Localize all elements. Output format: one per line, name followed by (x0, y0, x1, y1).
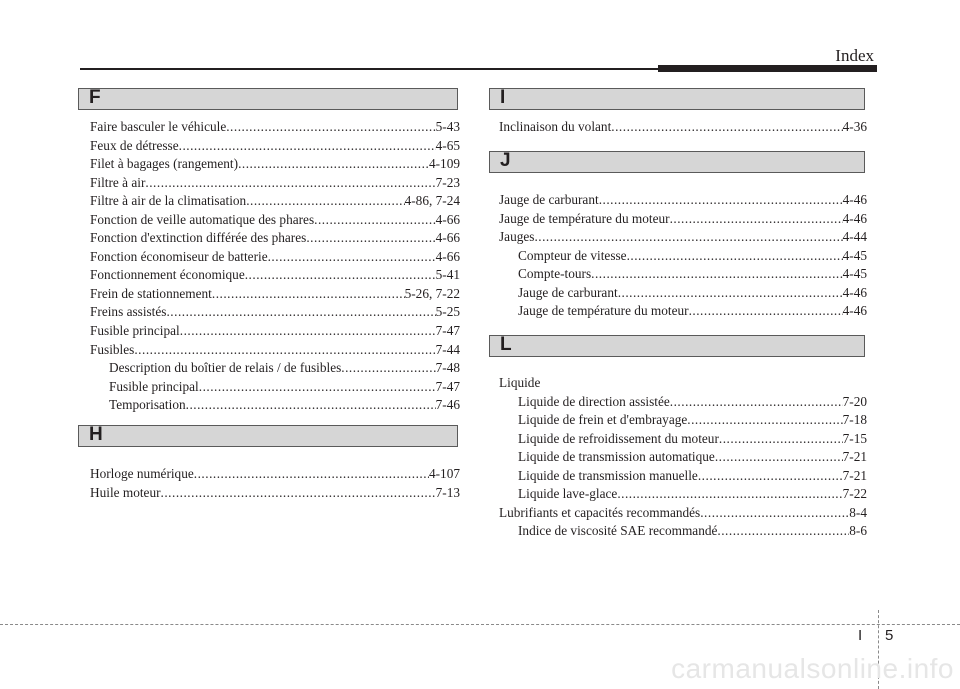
dot-leader (226, 118, 435, 137)
index-entry (90, 118, 460, 137)
index-entry (499, 228, 867, 247)
index-subentry (499, 411, 867, 430)
dot-leader (180, 322, 436, 341)
section-entries-i (499, 118, 867, 137)
dot-leader (194, 465, 429, 484)
entry-term: Fusible principal (109, 378, 199, 394)
entry-term: Feux de détresse (90, 137, 179, 153)
entry-term: Fonctionnement économique (90, 267, 245, 283)
section-header-l (489, 335, 865, 357)
entry-page-ref: 4-46 (842, 303, 867, 319)
entry-term: Fusibles (90, 341, 135, 357)
index-entry (499, 504, 867, 523)
entry-page-ref: 4-45 (842, 266, 867, 282)
entry-term: Filtre à air (90, 174, 146, 190)
entry-term: Jauge de carburant (518, 284, 618, 300)
entry-term: Compteur de vitesse (518, 247, 627, 263)
page-number: 5 (885, 627, 894, 644)
entry-page-ref: 7-21 (842, 467, 867, 483)
index-subentry (499, 284, 867, 303)
entry-term: Filtre à air de la climatisation (90, 193, 247, 209)
entry-page-ref: 8-6 (849, 523, 867, 539)
entry-term: Liquide de refroidissement du moteur (518, 430, 719, 446)
entry-page-ref: 4-66 (435, 248, 460, 264)
index-subentry (90, 396, 460, 415)
index-entry (90, 137, 460, 156)
entry-term: Jauge de température du moteur (499, 210, 670, 226)
dot-leader (617, 485, 842, 504)
entry-page-ref: 4-66 (435, 230, 460, 246)
dot-leader (212, 285, 405, 304)
entry-term: Fonction économiseur de batterie (90, 248, 268, 264)
footer-section-label: I (858, 627, 863, 644)
entry-page-ref: 7-18 (842, 412, 867, 428)
entry-page-ref: 4-65 (435, 137, 460, 153)
index-entry (90, 229, 460, 248)
entry-page-ref: 4-109 (428, 156, 460, 172)
section-entries-f (90, 118, 460, 415)
dot-leader (591, 265, 842, 284)
section-header-f (78, 88, 458, 110)
entry-page-ref: 5-25 (435, 304, 460, 320)
entry-term: Liquide de direction assistée (518, 393, 670, 409)
dot-leader (306, 229, 435, 248)
watermark: carmanualsonline.info (671, 653, 954, 684)
dot-leader (145, 174, 435, 193)
index-entry (90, 465, 460, 484)
index-subentry (499, 522, 867, 541)
entry-term: Jauge de carburant (499, 192, 599, 207)
entry-term: Jauge de température du moteur (518, 303, 689, 319)
dot-leader (627, 247, 843, 266)
dot-leader (199, 378, 436, 397)
index-entry (90, 155, 460, 174)
index-entry (499, 374, 867, 393)
dot-leader (134, 341, 435, 360)
entry-page-ref: 4-46 (842, 210, 867, 226)
entry-term: Jauges (499, 229, 535, 245)
entry-term: Liquide lave-glace (518, 486, 618, 502)
entry-page-ref: 7-47 (435, 323, 460, 339)
entry-page-ref: 7-23 (435, 174, 460, 190)
section-letter: L (500, 334, 512, 355)
entry-page-ref: 7-47 (435, 378, 460, 394)
dot-leader (719, 430, 843, 449)
index-subentry (499, 485, 867, 504)
dot-leader (179, 137, 436, 156)
section-letter: F (89, 87, 101, 108)
entry-page-ref: 5-43 (435, 119, 460, 134)
dot-leader (618, 284, 843, 303)
dot-leader (268, 248, 436, 267)
index-subentry (499, 247, 867, 266)
index-entry (90, 285, 460, 304)
dot-leader (314, 211, 435, 230)
entry-page-ref: 4-107 (428, 466, 460, 481)
index-subentry (499, 302, 867, 321)
index-entry (90, 484, 460, 503)
section-header-j (489, 151, 865, 173)
entry-term: Indice de viscosité SAE recommandé (518, 523, 718, 539)
entry-page-ref: 4-45 (842, 247, 867, 263)
index-entry (499, 118, 867, 137)
dot-leader (687, 411, 842, 430)
section-letter: H (89, 424, 103, 445)
entry-page-ref: 4-44 (842, 229, 867, 245)
entry-page-ref: 4-36 (842, 119, 867, 134)
index-entry (90, 322, 460, 341)
entry-page-ref: 4-66 (435, 211, 460, 227)
index-entry (90, 192, 460, 211)
entry-page-ref: 8-4 (849, 504, 867, 520)
index-entry (499, 191, 867, 210)
entry-page-ref: 7-22 (842, 486, 867, 502)
entry-page-ref: 7-15 (842, 430, 867, 446)
dot-leader (611, 118, 842, 137)
index-entry (90, 174, 460, 193)
section-letter: I (500, 87, 506, 108)
section-entries-l (499, 374, 867, 541)
entry-term: Filet à bagages (rangement) (90, 156, 239, 172)
entry-page-ref: 7-13 (435, 484, 460, 500)
section-entries-j (499, 191, 867, 321)
index-entry (499, 210, 867, 229)
entry-page-ref: 7-46 (435, 397, 460, 413)
dot-leader (534, 228, 842, 247)
dot-leader (341, 359, 435, 378)
index-entry (90, 341, 460, 360)
dot-leader (689, 302, 843, 321)
dot-leader (715, 448, 843, 467)
section-letter: J (500, 150, 511, 171)
entry-term: Fusible principal (90, 323, 180, 339)
entry-page-ref: 7-21 (842, 449, 867, 465)
index-subentry (499, 265, 867, 284)
index-entry (90, 266, 460, 285)
index-entry (90, 248, 460, 267)
header-bar (658, 65, 877, 72)
index-subentry (90, 359, 460, 378)
dot-leader (186, 396, 436, 415)
index-entry (90, 211, 460, 230)
entry-page-ref: 7-48 (435, 360, 460, 376)
entry-term: Lubrifiants et capacités recommandés (499, 504, 701, 520)
dot-leader (246, 192, 404, 211)
dot-leader (698, 467, 843, 486)
dot-leader (245, 266, 436, 285)
dot-leader (238, 155, 429, 174)
entry-term: Liquide de frein et d'embrayage (518, 412, 688, 428)
dot-leader (700, 504, 849, 523)
section-header-h (78, 425, 458, 447)
section-header-i (489, 88, 865, 110)
header-rule (80, 68, 658, 70)
index-subentry (499, 448, 867, 467)
dot-leader (599, 191, 843, 210)
dot-leader (166, 303, 435, 322)
entry-page-ref: 4-46 (842, 192, 867, 207)
entry-page-ref: 4-46 (842, 284, 867, 300)
entry-term: Freins assistés (90, 304, 167, 320)
entry-term: Compte-tours (518, 266, 592, 282)
entry-term: Inclinaison du volant (499, 119, 612, 134)
entry-term: Fonction de veille automatique des phares (90, 211, 315, 227)
entry-term: Fonction d'extinction différée des phares (90, 230, 307, 246)
entry-term: Huile moteur (90, 484, 161, 500)
entry-page-ref: 4-86, 7-24 (404, 193, 460, 209)
dot-leader (670, 210, 843, 229)
index-entry (90, 303, 460, 322)
index-subentry (90, 378, 460, 397)
entry-term: Liquide de transmission manuelle (518, 467, 698, 483)
entry-term: Description du boîtier de relais / de fusibles (109, 360, 342, 376)
entry-page-ref: 5-26, 7-22 (404, 285, 460, 301)
footer-divider (0, 624, 960, 625)
entry-term: Temporisation (109, 397, 186, 413)
entry-term: Frein de stationnement (90, 285, 212, 301)
index-subentry (499, 393, 867, 412)
index-subentry (499, 430, 867, 449)
entry-term: Liquide (499, 375, 541, 390)
dot-leader (161, 484, 436, 503)
entry-page-ref: 7-20 (842, 393, 867, 409)
index-subentry (499, 467, 867, 486)
section-entries-h (90, 465, 460, 502)
dot-leader (670, 393, 843, 412)
entry-term: Faire basculer le véhicule (90, 119, 227, 134)
entry-page-ref: 7-44 (435, 341, 460, 357)
entry-term: Liquide de transmission automatique (518, 449, 715, 465)
dot-leader (717, 522, 849, 541)
entry-term: Horloge numérique (90, 466, 194, 481)
entry-page-ref: 5-41 (435, 267, 460, 283)
header-title: Index (835, 46, 874, 65)
